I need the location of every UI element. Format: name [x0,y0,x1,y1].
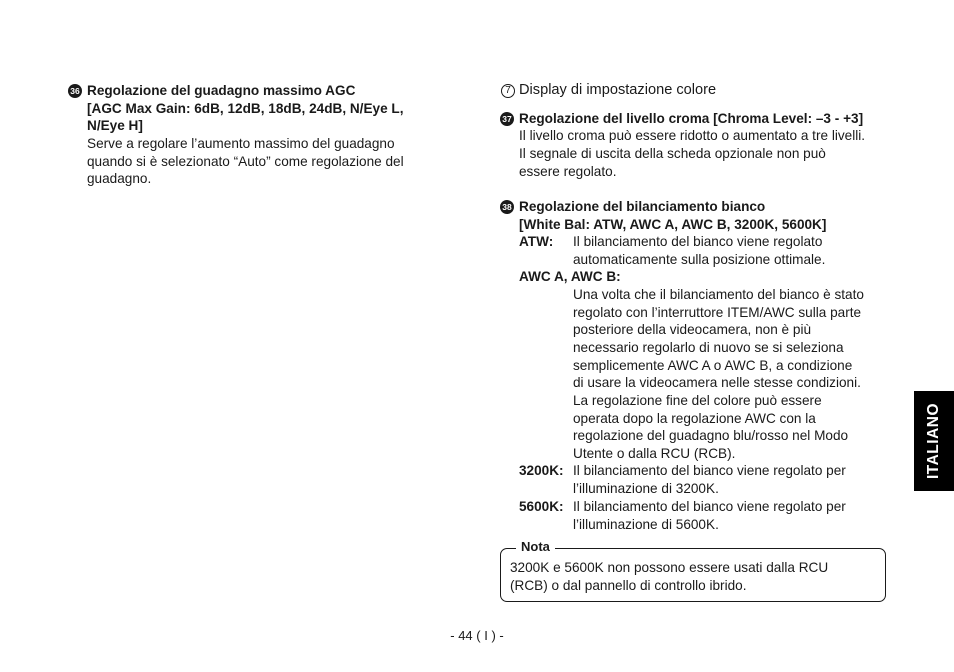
note-line-2: (RCB) o dal pannello di controllo ibrido. [510,578,747,593]
agc-body-line-3: guadagno. [87,171,152,186]
item-37-marker: 37 [500,112,514,126]
chroma-title: Regolazione del livello croma [Chroma Level: –3 - +3] [519,111,864,126]
page-number: - 44 ( I ) - [450,628,504,643]
language-side-tab [914,391,954,491]
k3200-line-1: Il bilanciamento del bianco viene regolato per [573,463,846,478]
awc-line-6: di usare la videocamera nelle stesse condizioni. [573,375,861,390]
awc-line-5: semplicemente AWC A o AWC B, a condizione [573,358,853,373]
awc-line-4: necessario regolarlo di nuovo se si seleziona [573,340,844,355]
k3200-label: 3200K: [519,463,564,478]
atw-line-1: Il bilanciamento del bianco viene regolato [573,234,823,249]
k5600-line-1: Il bilanciamento del bianco viene regolato per [573,499,846,514]
item-36-marker: 36 [68,84,82,98]
section-title: Display di impostazione colore [519,82,717,98]
awc-line-10: Utente o dalla RCU (RCB). [573,446,736,461]
agc-title-line-3: N/Eye H] [87,118,143,133]
whitebal-title-line-2: [White Bal: ATW, AWC A, AWC B, 3200K, 5600K] [519,217,827,232]
item-38-marker: 38 [500,200,514,214]
awc-line-2: regolato con l’interruttore ITEM/AWC sulla parte [573,305,862,320]
atw-line-2: automaticamente sulla posizione ottimale. [573,252,826,267]
awc-line-8: operata dopo la regolazione AWC con la [573,411,816,426]
agc-body-line-2: quando si è selezionato “Auto” come regolazione del [87,154,404,169]
chroma-body-line-1: Il livello croma può essere ridotto o aumentato a tre livelli. [519,128,866,143]
awc-line-1: Una volta che il bilanciamento del bianco è stato [573,287,864,302]
awc-label: AWC A, AWC B: [519,269,621,284]
atw-label: ATW: [519,234,554,249]
chroma-body-line-2: Il segnale di uscita della scheda opzionale non può [519,146,826,161]
agc-body-line-1: Serve a regolare l’aumento massimo del guadagno [87,136,395,151]
awc-line-3: posteriore della videocamera, non è più [573,322,812,337]
k5600-label: 5600K: [519,499,564,514]
chroma-body-line-3: essere regolato. [519,164,617,179]
language-side-tab-label: ITALIANO [925,402,943,480]
awc-line-7: La regolazione fine del colore può essere [573,393,822,408]
note-line-1: 3200K e 5600K non possono essere usati dalla RCU [510,560,829,575]
awc-line-9: regolazione del guadagno blu/rosso nel Modo [573,428,849,443]
agc-title-line-2: [AGC Max Gain: 6dB, 12dB, 18dB, 24dB, N/Eye L, [87,101,404,116]
note-label: Nota [516,538,555,556]
section-7-marker: 7 [501,84,515,98]
k3200-line-2: l’illuminazione di 3200K. [573,481,719,496]
whitebal-title-line-1: Regolazione del bilanciamento bianco [519,199,766,214]
agc-title-line-1: Regolazione del guadagno massimo AGC [87,83,356,98]
k5600-line-2: l’illuminazione di 5600K. [573,517,719,532]
